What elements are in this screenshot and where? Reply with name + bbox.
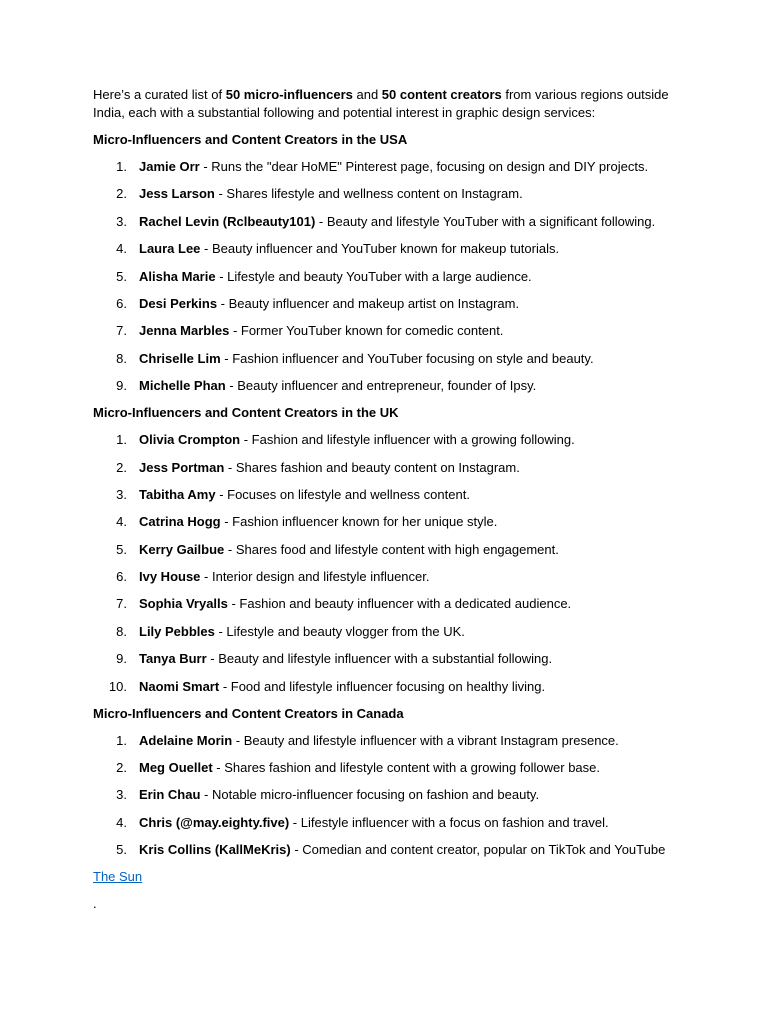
influencer-name: Chriselle Lim [139, 350, 221, 366]
numbered-list [93, 431, 683, 696]
list-number: 1. [116, 159, 127, 174]
influencer-description: - Food and lifestyle influencer focusing on healthy living. [219, 678, 546, 694]
document-page [93, 86, 683, 913]
intro-bold-influencers: 50 micro-influencers [225, 87, 353, 102]
list-number: 9. [116, 378, 127, 394]
influencer-name: Jess Larson [139, 186, 215, 202]
list-number: 2. [116, 186, 127, 202]
influencer-description: - Beauty influencer and YouTuber known for makeup tutorials. [200, 241, 560, 257]
intro-suffix: from various regions outside India, each with a substantial following and potential interest in graphic design services: [93, 87, 669, 120]
list-item [93, 841, 683, 859]
intro-bold-creators: 50 content creators [381, 87, 502, 102]
list-item [93, 185, 683, 203]
trailing-period: . [93, 896, 97, 912]
influencer-name: Kerry Gailbue [139, 541, 225, 557]
list-item [93, 623, 683, 641]
list-item [93, 158, 683, 176]
list-number: 6. [116, 569, 127, 585]
list-number: 5. [116, 268, 127, 284]
influencer-description: - Fashion and lifestyle influencer with a growing following. [240, 432, 575, 448]
influencer-name: Kris Collins (KallMeKris) [139, 842, 291, 858]
influencer-description: - Former YouTuber known for comedic content. [229, 323, 504, 339]
influencer-name: Tanya Burr [139, 651, 207, 667]
influencer-name: Laura Lee [139, 241, 201, 257]
influencer-description: - Lifestyle influencer with a focus on fashion and travel. [289, 814, 609, 830]
list-number: 1. [116, 432, 127, 448]
influencer-description: - Beauty and lifestyle influencer with a vibrant Instagram presence. [232, 732, 619, 748]
list-number: 5. [116, 842, 127, 858]
intro-middle: and [352, 87, 382, 102]
influencer-description: - Focuses on lifestyle and wellness content. [215, 486, 470, 502]
influencer-name: Erin Chau [139, 787, 201, 803]
list-number: 3. [116, 787, 127, 803]
influencer-name: Tabitha Amy [139, 486, 216, 502]
list-number: 3. [116, 213, 127, 229]
list-number: 9. [116, 651, 127, 667]
numbered-list [93, 158, 683, 395]
influencer-name: Lily Pebbles [139, 623, 215, 639]
influencer-name: Michelle Phan [139, 378, 226, 394]
influencer-name: Ivy House [139, 569, 201, 585]
influencer-name: Desi Perkins [139, 295, 218, 311]
list-item [93, 268, 683, 286]
list-number: 4. [116, 241, 127, 257]
influencer-name: Jess Portman [139, 459, 225, 475]
influencer-name: Meg Ouellet [139, 760, 213, 776]
list-number: 4. [116, 514, 127, 530]
sections-container [93, 131, 683, 859]
list-item [93, 513, 683, 531]
list-number: 7. [116, 596, 127, 612]
influencer-description: - Beauty influencer and entrepreneur, founder of Ipsy. [225, 378, 537, 394]
influencer-description: - Shares lifestyle and wellness content on Instagram. [214, 186, 523, 202]
influencer-description: - Fashion and beauty influencer with a dedicated audience. [227, 596, 572, 612]
list-item [93, 431, 683, 449]
the-sun-link[interactable]: The Sun [93, 869, 143, 885]
influencer-name: Sophia Vryalls [139, 596, 228, 612]
list-number: 1. [116, 732, 127, 748]
influencer-description: - Beauty influencer and makeup artist on Instagram. [217, 295, 520, 311]
list-number: 5. [116, 541, 127, 557]
list-item [93, 295, 683, 313]
list-number: 7. [116, 323, 127, 339]
influencer-description: - Runs the "dear HoME" Pinterest page, focusing on design and DIY projects. [199, 159, 649, 174]
influencer-name: Jenna Marbles [139, 323, 230, 339]
list-item [93, 595, 683, 613]
list-number: 8. [116, 623, 127, 639]
list-number: 8. [116, 350, 127, 366]
influencer-description: - Comedian and content creator, popular on TikTok and YouTube [290, 842, 666, 858]
numbered-list [93, 732, 683, 860]
list-item [93, 786, 683, 804]
section-heading: Micro-Influencers and Content Creators in Canada [93, 705, 404, 721]
list-item [93, 459, 683, 477]
list-number: 2. [116, 760, 127, 776]
list-number: 2. [116, 459, 127, 475]
influencer-description: - Interior design and lifestyle influencer. [200, 569, 430, 585]
list-item [93, 568, 683, 586]
influencer-name: Rachel Levin (Rclbeauty101) [139, 213, 316, 229]
list-item [93, 678, 683, 696]
list-item [93, 213, 683, 231]
influencer-description: - Lifestyle and beauty YouTuber with a large audience. [215, 268, 532, 284]
list-number: 10. [108, 678, 127, 694]
list-item [93, 350, 683, 368]
influencer-description: - Shares fashion and beauty content on Instagram. [224, 459, 520, 475]
list-item [93, 814, 683, 832]
influencer-description: - Shares fashion and lifestyle content with a growing follower base. [212, 760, 601, 776]
list-item [93, 650, 683, 668]
influencer-description: - Fashion influencer and YouTuber focusing on style and beauty. [220, 350, 594, 366]
influencer-description: - Beauty and lifestyle influencer with a substantial following. [206, 651, 553, 667]
section-heading: Micro-Influencers and Content Creators in the USA [93, 132, 408, 147]
list-number: 6. [116, 295, 127, 311]
influencer-name: Adelaine Morin [139, 732, 233, 748]
list-item [93, 377, 683, 395]
influencer-name: Naomi Smart [139, 678, 220, 694]
influencer-description: - Lifestyle and beauty vlogger from the UK. [214, 623, 465, 639]
influencer-name: Jamie Orr [139, 159, 200, 174]
influencer-description: - Beauty and lifestyle YouTuber with a significant following. [315, 213, 656, 229]
influencer-name: Catrina Hogg [139, 514, 221, 530]
intro-paragraph [93, 86, 683, 122]
influencer-name: Alisha Marie [139, 268, 216, 284]
intro-prefix: Here’s a curated list of [93, 87, 226, 102]
list-item [93, 732, 683, 750]
list-item [93, 322, 683, 340]
list-item [93, 541, 683, 559]
section-heading: Micro-Influencers and Content Creators in the UK [93, 405, 399, 421]
influencer-description: - Fashion influencer known for her unique style. [220, 514, 498, 530]
influencer-description: - Notable micro-influencer focusing on fashion and beauty. [200, 787, 540, 803]
list-item [93, 759, 683, 777]
list-number: 4. [116, 814, 127, 830]
list-number: 3. [116, 486, 127, 502]
influencer-name: Chris (@may.eighty.five) [139, 814, 290, 830]
influencer-description: - Shares food and lifestyle content with high engagement. [224, 541, 559, 557]
influencer-name: Olivia Crompton [139, 432, 241, 448]
list-item [93, 486, 683, 504]
list-item [93, 240, 683, 258]
